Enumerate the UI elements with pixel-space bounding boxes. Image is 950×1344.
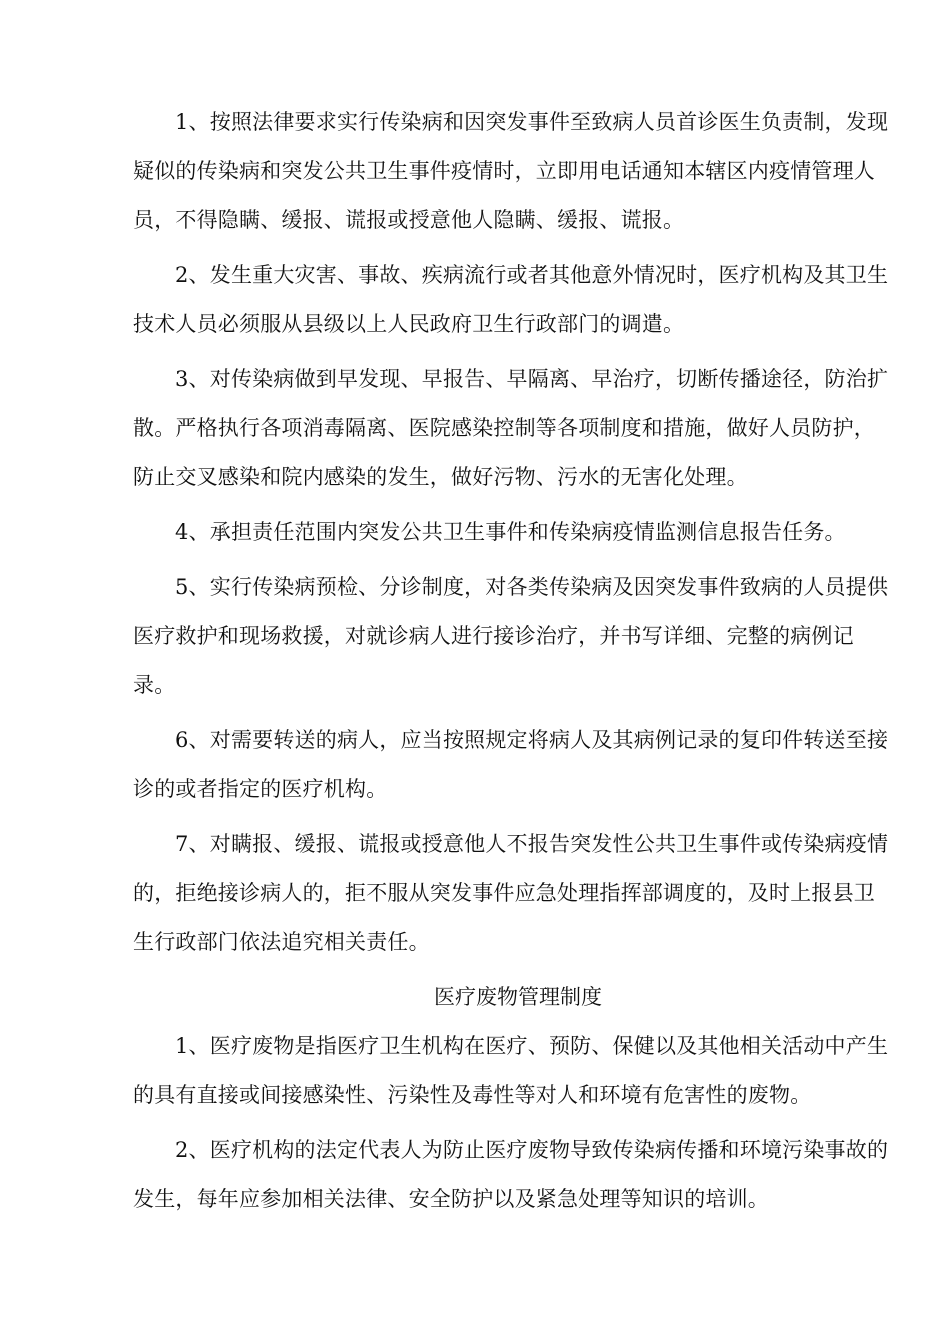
paragraph-item-6: 6、对需要转送的病人，应当按照规定将病人及其病例记录的复印件转送至接诊的或者指定的医疗机构。	[133, 728, 889, 801]
paragraph-item-1: 1、按照法律要求实行传染病和因突发事件至致病人员首诊医生负责制，发现疑似的传染病和突发公共卫生事件疫情时，立即用电话通知本辖区内疫情管理人员，不得隐瞒、缓报、谎报或授意他人隐瞒、缓报、谎报。	[133, 110, 889, 232]
waste-paragraph-item-1: 1、医疗废物是指医疗卫生机构在医疗、预防、保健以及其他相关活动中产生的具有直接或间接感染性、污染性及毒性等对人和环境有危害性的废物。	[133, 1034, 889, 1107]
document-body	[133, 98, 893, 1224]
paragraph-item-4: 4、承担责任范围内突发公共卫生事件和传染病疫情监测信息报告任务。	[175, 520, 846, 544]
paragraph-item-2: 2、发生重大灾害、事故、疾病流行或者其他意外情况时，医疗机构及其卫生技术人员必须服从县级以上人民政府卫生行政部门的调遣。	[133, 263, 889, 336]
waste-paragraph-item-2: 2、医疗机构的法定代表人为防止医疗废物导致传染病传播和环境污染事故的发生，每年应参加相关法律、安全防护以及紧急处理等知识的培训。	[133, 1138, 889, 1211]
section-title: 医疗废物管理制度	[434, 985, 602, 1009]
paragraph-item-5: 5、实行传染病预检、分诊制度，对各类传染病及因突发事件致病的人员提供医疗救护和现场救援，对就诊病人进行接诊治疗，并书写详细、完整的病例记录。	[133, 575, 889, 697]
paragraph-item-7: 7、对瞒报、缓报、谎报或授意他人不报告突发性公共卫生事件或传染病疫情的，拒绝接诊病人的，拒不服从突发事件应急处理指挥部调度的，及时上报县卫生行政部门依法追究相关责任。	[133, 832, 889, 954]
paragraph-item-3: 3、对传染病做到早发现、早报告、早隔离、早治疗，切断传播途径，防治扩散。严格执行各项消毒隔离、医院感染控制等各项制度和措施，做好人员防护，防止交叉感染和院内感染的发生，做好污物、污水的无害化处理。	[133, 367, 889, 489]
